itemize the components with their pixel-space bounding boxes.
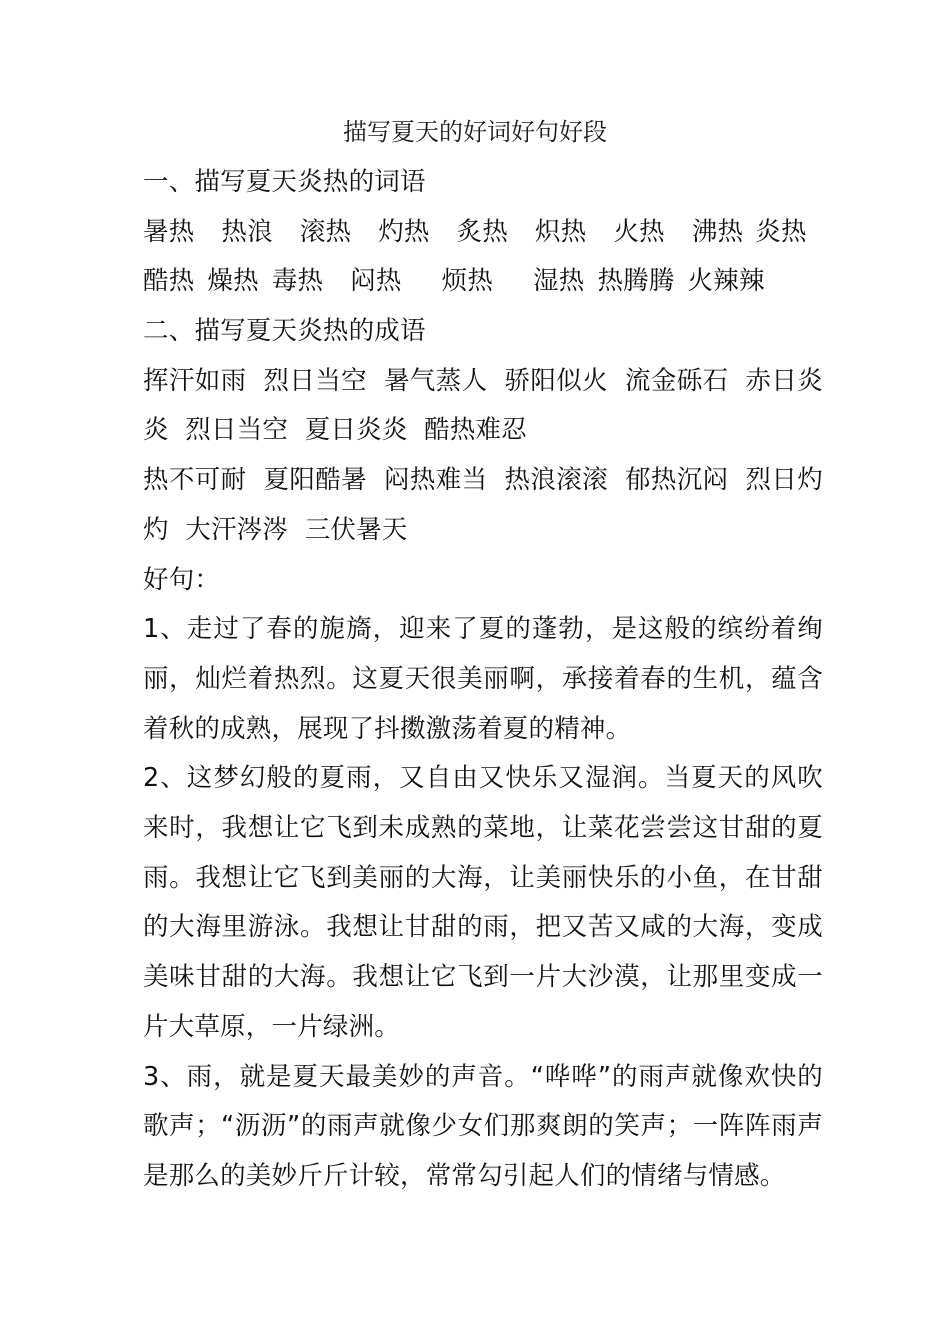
sentence-paragraph-1: 1、走过了春的旎旖，迎来了夏的蓬勃，是这般的缤纷着绚丽，灿烂着热烈。这夏天很美丽啊，承接着春的生机，蕴含着秋的成熟，展现了抖擞激荡着夏的精神。	[143, 614, 823, 744]
word-item: 炽热	[535, 216, 587, 247]
word-item: 毒热	[271, 266, 324, 297]
word-item: 燥热	[207, 266, 259, 297]
word-item: 滚热	[299, 216, 352, 247]
word-item: 炎热	[755, 216, 807, 247]
word-item: 烦热	[441, 266, 494, 297]
word-item: 火辣辣	[687, 266, 765, 297]
word-item: 热腾腾	[597, 266, 675, 297]
word-item: 酷热	[143, 266, 195, 297]
document-title: 描写夏天的好词好句好段	[343, 118, 607, 146]
word-item: 炙热	[456, 216, 509, 247]
word-item: 火热	[613, 216, 665, 247]
idiom-paragraph-1: 挥汗如雨 烈日当空 暑气蒸人 骄阳似火 流金砾石 赤日炎炎 烈日当空 夏日炎炎 酷热难忍	[143, 365, 823, 446]
word-list-row-1	[143, 208, 823, 258]
word-item: 暑热	[143, 216, 195, 247]
sentence-paragraph-2: 2、这梦幻般的夏雨，又自由又快乐又湿润。当夏天的风吹来时，我想让它飞到未成熟的菜地，让菜花尝尝这甘甜的夏雨。我想让它飞到美丽的大海，让美丽快乐的小鱼，在甘甜的大海里游泳。我想让甘甜的雨，把又苦又咸的大海，变成美味甘甜的大海。我想让它飞到一片大沙漠，让那里变成一片大草原，一片绿洲。	[143, 763, 823, 1042]
idiom-paragraph-2: 热不可耐 夏阳酷暑 闷热难当 热浪滚滚 郁热沉闷 烈日灼灼 大汗涔涔 三伏暑天	[143, 465, 823, 545]
sentences-heading: 好句：	[143, 564, 221, 595]
word-item: 沸热	[691, 216, 744, 247]
word-list-row-2	[143, 257, 823, 307]
word-item: 湿热	[533, 266, 585, 297]
sentence-paragraph-3: 3、雨，就是夏天最美妙的声音。“哗哗”的雨声就像欢快的歌声；“沥沥”的雨声就像少女们那爽朗的笑声；一阵阵雨声是那么的美妙斤斤计较，常常勾引起人们的情绪与情感。	[143, 1061, 823, 1191]
word-item: 灼热	[378, 216, 430, 247]
word-item: 热浪	[221, 216, 273, 247]
document-body	[143, 158, 823, 1202]
word-item: 闷热	[350, 266, 402, 297]
section-heading-words: 一、描写夏天炎热的词语	[143, 167, 426, 197]
section-heading-idioms: 二、描写夏天炎热的成语	[143, 316, 426, 347]
